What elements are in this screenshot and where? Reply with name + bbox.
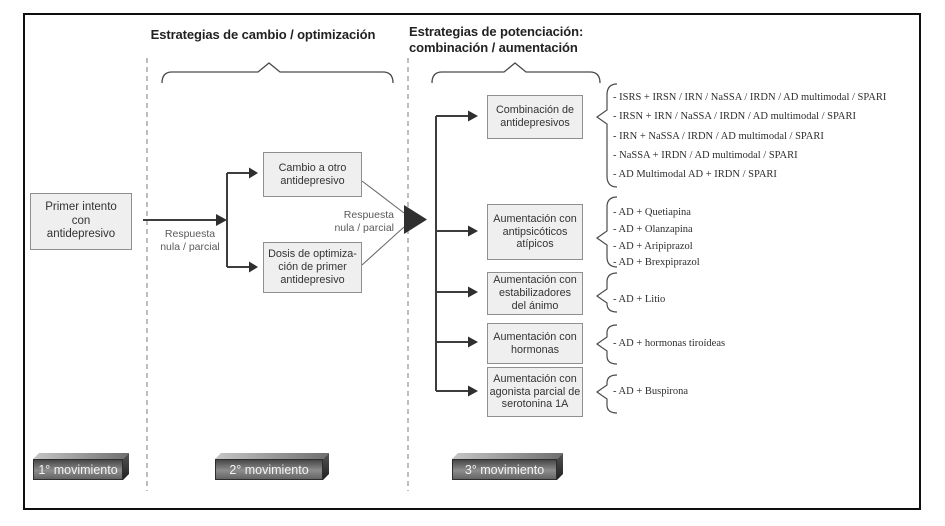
box-atypical-antipsychotics: Aumentación con antipsicóticos atípicos bbox=[487, 204, 583, 260]
badge-movement-3 bbox=[452, 453, 563, 480]
title-change-text: Estrategias de cambio / optimización bbox=[150, 27, 376, 42]
list-item: - AD + Brexpiprazol bbox=[613, 257, 700, 268]
list-item: - IRN + NaSSA / IRDN / AD multimodal / SPARI bbox=[613, 131, 824, 142]
title-change-strategies bbox=[132, 27, 394, 43]
box-mood-stabilizers: Aumentación con estabilizadores del ánimo bbox=[487, 272, 583, 315]
badge-movement-2 bbox=[215, 453, 329, 480]
badge-face: 1° movimiento bbox=[33, 459, 123, 480]
title-augment-line1: Estrategias de potenciación: bbox=[409, 24, 584, 39]
badge-movement-1 bbox=[33, 453, 129, 480]
list-item: - ISRS + IRSN / IRN / NaSSA / IRDN / AD multimodal / SPARI bbox=[613, 92, 887, 103]
box-combination: Combinación de antidepresivos bbox=[487, 95, 583, 139]
list-item: - NaSSA + IRDN / AD multimodal / SPARI bbox=[613, 150, 798, 161]
list-item: - AD + Litio bbox=[613, 294, 666, 305]
list-item: - AD + Aripiprazol bbox=[613, 241, 693, 252]
start-box: Primer intento con antidepresivo bbox=[30, 193, 132, 250]
badge-face: 3° movimiento bbox=[452, 459, 557, 480]
box-hormones: Aumentación con hormonas bbox=[487, 323, 583, 364]
diagram-frame bbox=[23, 13, 921, 510]
badge-face: 2° movimiento bbox=[215, 459, 323, 480]
list-item: - AD Multimodal AD + IRDN / SPARI bbox=[613, 169, 777, 180]
label-response-2: Respuesta nula / parcial bbox=[334, 209, 394, 234]
box-dose-optimization: Dosis de optimiza- ción de primer antidepresivo bbox=[263, 242, 362, 293]
list-item: - AD + Olanzapina bbox=[613, 224, 693, 235]
list-item: - IRSN + IRN / NaSSA / IRDN / AD multimodal / SPARI bbox=[613, 111, 856, 122]
label-response-1: Respuesta nula / parcial bbox=[160, 228, 220, 253]
box-change-antidepressant: Cambio a otro antidepresivo bbox=[263, 152, 362, 197]
list-item: - AD + hormonas tiroídeas bbox=[613, 338, 726, 349]
box-serotonin-partial-agonist: Aumentación con agonista parcial de serotonina 1A bbox=[487, 367, 583, 417]
title-augment-line2: combinación / aumentación bbox=[409, 40, 578, 55]
list-item: - AD + Quetiapina bbox=[613, 207, 691, 218]
list-item: - AD + Buspirona bbox=[613, 386, 689, 397]
title-augment-strategies bbox=[409, 24, 583, 56]
